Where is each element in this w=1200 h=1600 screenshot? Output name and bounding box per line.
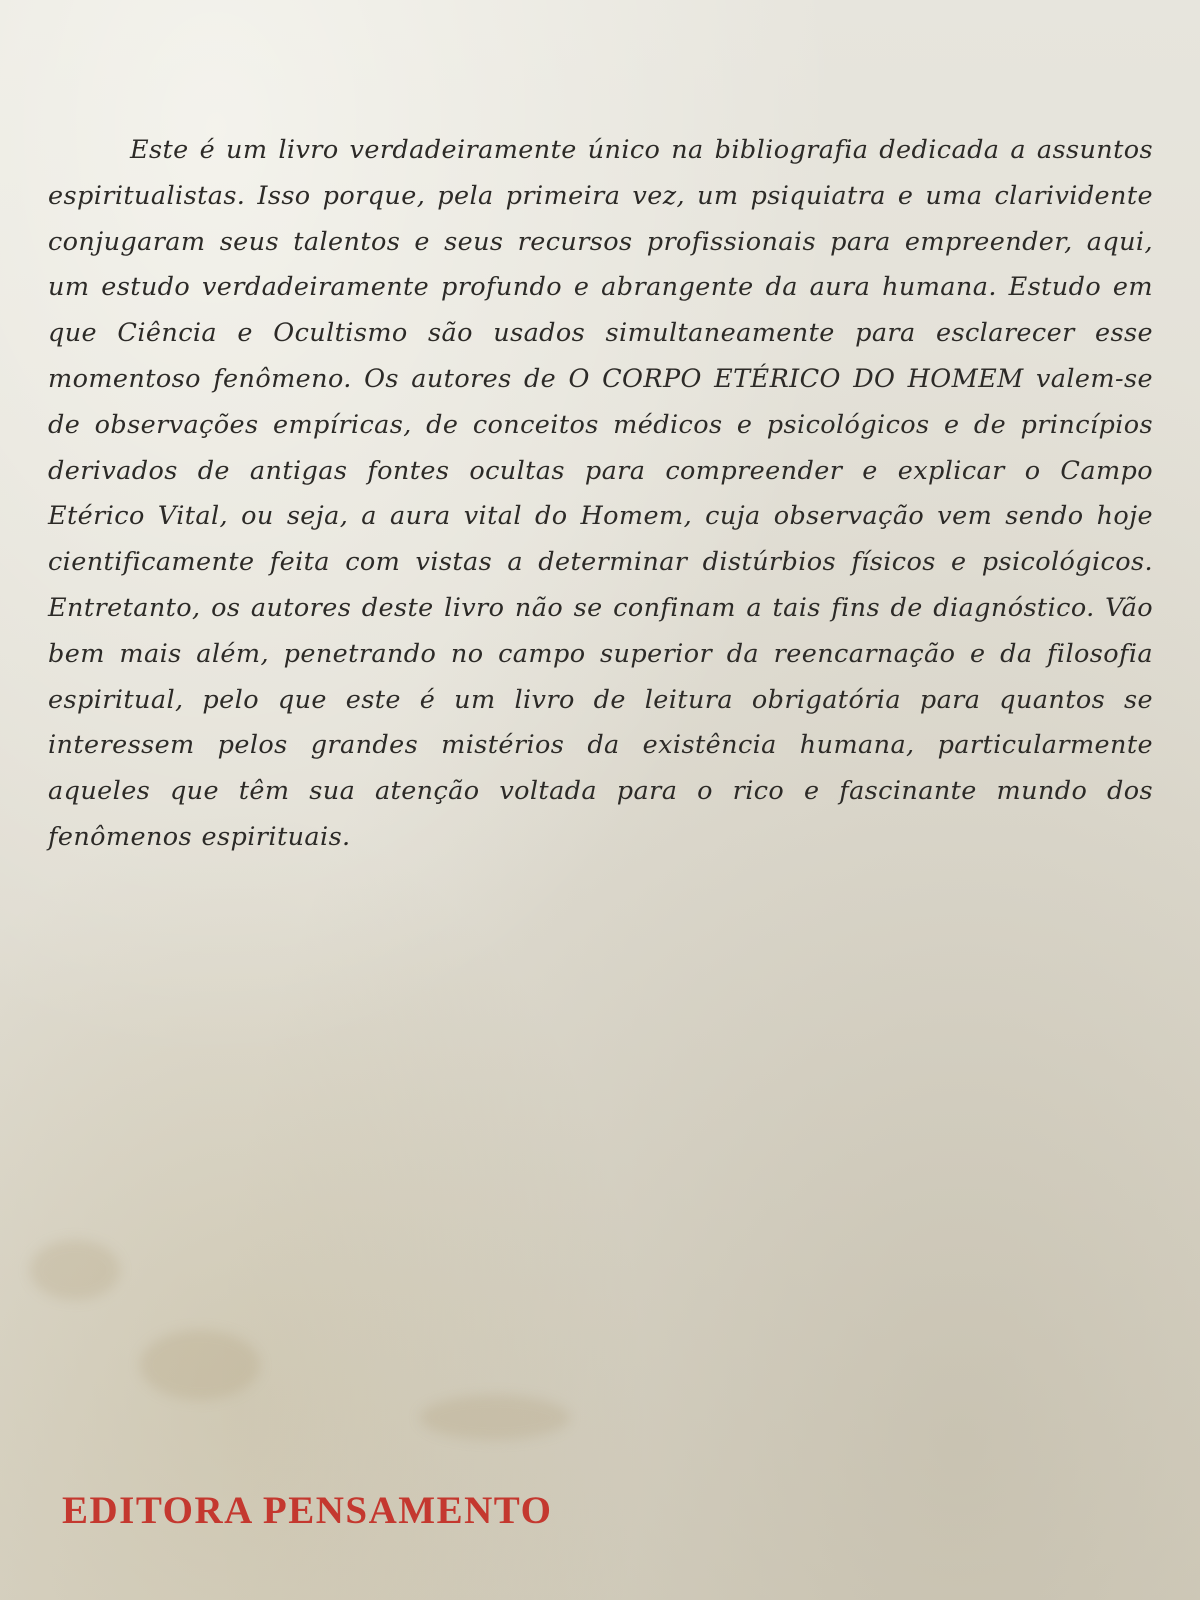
back-cover-blurb: Este é um livro verdadeiramente único na bibliografia dedicada a assuntos espiritualistas. Isso porque, pela primeira vez, um psiquiatra e uma clarividente conjugaram seus talentos e seus recursos profissionais para empreender, aqui, um estudo verdadeiramente profundo e abrangente da aura humana. Estudo em que Ciência e Ocultismo são usados simultaneamente para esclarecer esse momentoso fenômeno. Os autores de O CORPO ETÉRICO DO HOMEM valem-se de observações empíricas, de conceitos médicos e psicológicos e de princípios derivados de antigas fontes ocultas para compreender e explicar o Campo Etérico Vital, ou seja, a aura vital do Homem, cuja observação vem sendo hoje cientificamente feita com vistas a determinar distúrbios físicos e psicológicos. Entretanto, os autores deste livro não se confinam a tais fins de diagnóstico. Vão bem mais além, penetrando no campo superior da reencarnação e da filosofia espiritual, pelo que este é um livro de leitura obrigatória para quantos se interessem pelos grandes mistérios da existência humana, particularmente aqueles que têm sua atenção voltada para o rico e fascinante mundo dos fenômenos espirituais. — [48, 135, 1153, 852]
paper-stain — [420, 1395, 570, 1440]
paper-stain — [30, 1240, 120, 1300]
publisher-name: EDITORA PENSAMENTO — [62, 1489, 553, 1532]
paper-stain — [140, 1330, 260, 1400]
